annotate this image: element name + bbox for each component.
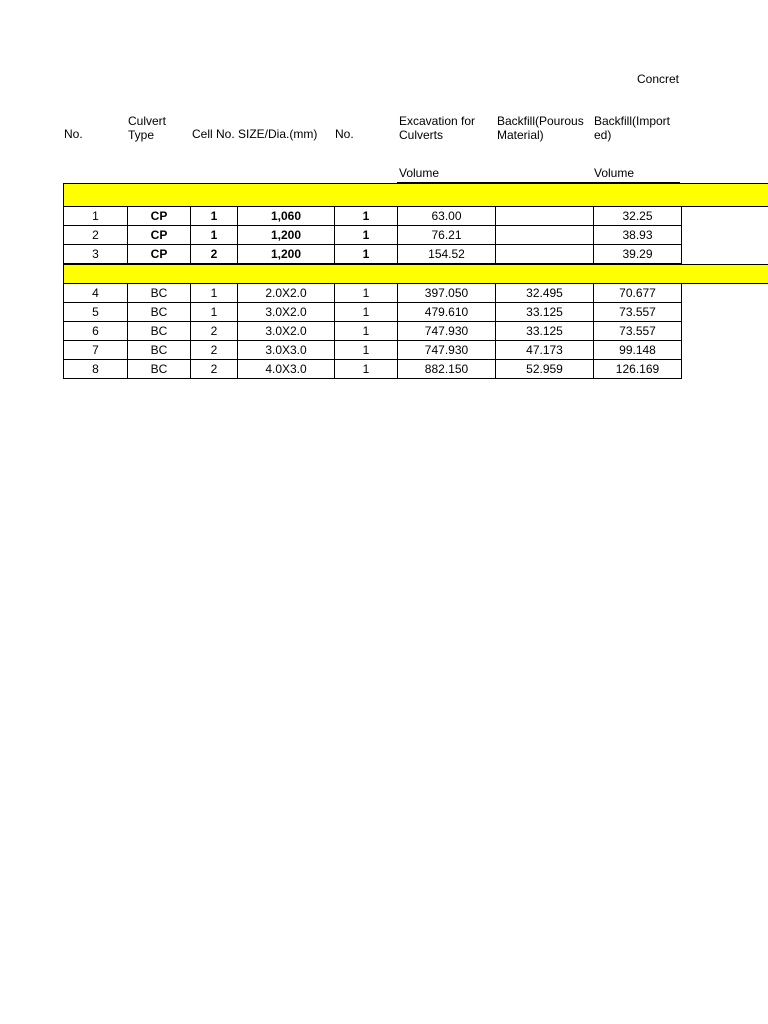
header-backfill-porous	[497, 114, 584, 142]
header-backfill-imported-line1: Backfill(Import	[594, 114, 671, 128]
cell-backfill-imported: 73.557	[594, 322, 682, 341]
header-excavation-line2: Culverts	[399, 128, 444, 142]
cell-size: 2.0X2.0	[238, 284, 335, 303]
cell-size: 3.0X3.0	[238, 341, 335, 360]
cell-quantity: 1	[335, 341, 398, 360]
table-row	[64, 207, 682, 226]
cell-excavation-volume: 63.00	[398, 207, 496, 226]
header-backfill-porous-line2: Material)	[497, 128, 544, 142]
header-backfill-imported-line2: ed)	[594, 128, 612, 142]
section-band-box	[63, 264, 768, 284]
header-excavation-line1: Excavation for	[399, 114, 476, 128]
cell-backfill-porous: 33.125	[496, 303, 594, 322]
cell-culvert-type: BC	[128, 322, 191, 341]
cell-size: 1,200	[238, 226, 335, 245]
header-no: No.	[64, 127, 83, 141]
cell-cell-count: 2	[191, 245, 238, 264]
cell-no: 2	[64, 226, 128, 245]
cell-excavation-volume: 747.930	[398, 322, 496, 341]
table-row	[64, 245, 682, 264]
corner-title: Concret	[637, 72, 680, 86]
cell-cell-count: 2	[191, 360, 238, 379]
header-backfill-imported	[594, 114, 670, 142]
cell-excavation-volume: 747.930	[398, 341, 496, 360]
cell-cell-count: 1	[191, 303, 238, 322]
cell-culvert-type: BC	[128, 303, 191, 322]
cell-quantity: 1	[335, 360, 398, 379]
cell-backfill-porous	[496, 207, 594, 226]
cell-backfill-porous: 33.125	[496, 322, 594, 341]
cell-excavation-volume: 882.150	[398, 360, 496, 379]
header-culvert-type	[128, 114, 166, 142]
cell-culvert-type: BC	[128, 341, 191, 360]
cell-quantity: 1	[335, 245, 398, 264]
cell-backfill-porous: 32.495	[496, 284, 594, 303]
cell-size: 1,200	[238, 245, 335, 264]
cell-backfill-porous	[496, 226, 594, 245]
cell-quantity: 1	[335, 284, 398, 303]
subheader-volume-imported: Volume	[594, 166, 635, 180]
cell-quantity: 1	[335, 322, 398, 341]
table-row	[64, 360, 682, 379]
cell-no: 1	[64, 207, 128, 226]
cell-no: 5	[64, 303, 128, 322]
table-row	[64, 341, 682, 360]
cell-excavation-volume: 397.050	[398, 284, 496, 303]
cell-culvert-type: CP	[128, 226, 191, 245]
cell-no: 3	[64, 245, 128, 264]
cell-quantity: 1	[335, 303, 398, 322]
cell-culvert-type: CP	[128, 207, 191, 226]
cell-backfill-imported: 126.169	[594, 360, 682, 379]
box-culvert-table	[63, 283, 682, 379]
cell-size: 3.0X2.0	[238, 322, 335, 341]
header-culvert-type-line1: Culvert	[128, 114, 167, 128]
cell-backfill-imported: 73.557	[594, 303, 682, 322]
cell-backfill-porous	[496, 245, 594, 264]
header-backfill-porous-line1: Backfill(Pourous	[497, 114, 584, 128]
header-no-2: No.	[335, 127, 354, 141]
section-band-pipe	[63, 183, 768, 207]
table-row	[64, 226, 682, 245]
cell-size: 1,060	[238, 207, 335, 226]
cell-cell-count: 2	[191, 341, 238, 360]
header-excavation	[399, 114, 475, 142]
cell-backfill-porous: 47.173	[496, 341, 594, 360]
cell-culvert-type: BC	[128, 360, 191, 379]
table-row	[64, 284, 682, 303]
cell-culvert-type: CP	[128, 245, 191, 264]
cell-backfill-imported: 70.677	[594, 284, 682, 303]
cell-backfill-imported: 32.25	[594, 207, 682, 226]
cell-excavation-volume: 76.21	[398, 226, 496, 245]
cell-backfill-imported: 99.148	[594, 341, 682, 360]
cell-excavation-volume: 154.52	[398, 245, 496, 264]
cell-size: 3.0X2.0	[238, 303, 335, 322]
header-size: SIZE/Dia.(mm)	[238, 127, 318, 141]
cell-cell-count: 1	[191, 207, 238, 226]
cell-cell-count: 1	[191, 226, 238, 245]
header-cell-no: Cell No.	[192, 127, 235, 141]
subheader-volume-excavation: Volume	[399, 166, 440, 180]
cell-size: 4.0X3.0	[238, 360, 335, 379]
cell-quantity: 1	[335, 226, 398, 245]
cell-no: 7	[64, 341, 128, 360]
cell-culvert-type: BC	[128, 284, 191, 303]
cell-backfill-imported: 39.29	[594, 245, 682, 264]
cell-cell-count: 1	[191, 284, 238, 303]
cell-quantity: 1	[335, 207, 398, 226]
cell-no: 4	[64, 284, 128, 303]
table-row	[64, 303, 682, 322]
cell-excavation-volume: 479.610	[398, 303, 496, 322]
table-row	[64, 322, 682, 341]
cell-backfill-porous: 52.959	[496, 360, 594, 379]
header-culvert-type-line2: Type	[128, 128, 155, 142]
pipe-culvert-table	[63, 206, 682, 264]
cell-backfill-imported: 38.93	[594, 226, 682, 245]
cell-cell-count: 2	[191, 322, 238, 341]
cell-no: 8	[64, 360, 128, 379]
cell-no: 6	[64, 322, 128, 341]
